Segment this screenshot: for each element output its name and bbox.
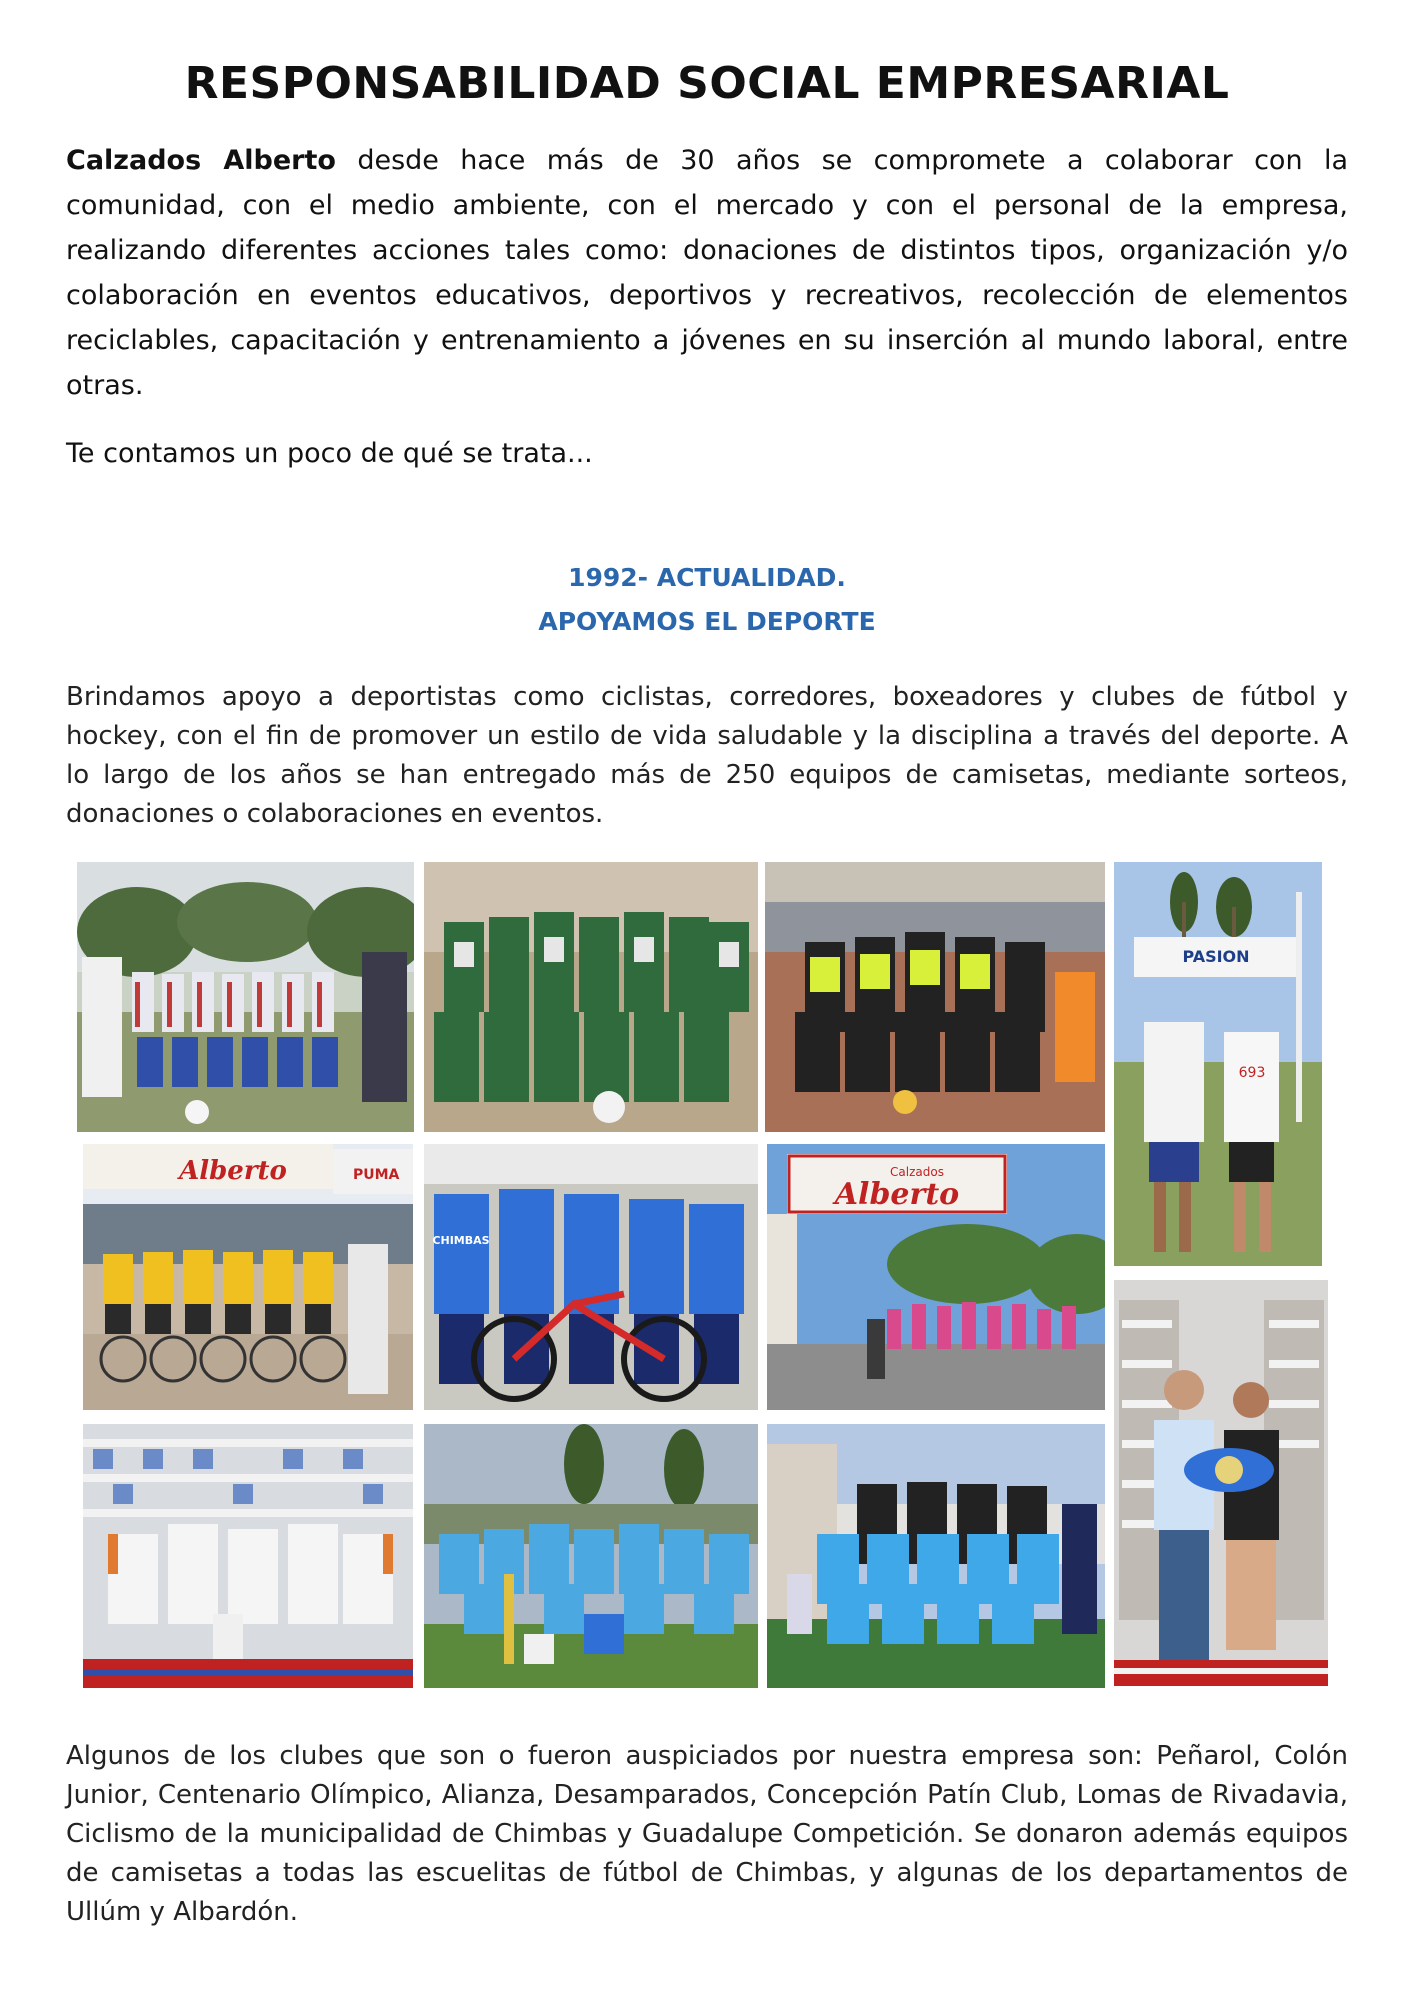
teaser-text: Te contamos un poco de qué se trata... <box>66 438 593 469</box>
photo-kids-football-team <box>77 862 414 1132</box>
race-banner-text: PASION <box>1182 947 1250 966</box>
section-period: 1992- ACTUALIDAD. <box>568 563 846 592</box>
section-heading <box>0 556 1414 644</box>
storefront-sign-text: Alberto <box>179 1156 287 1186</box>
photo-cyclists-storefront <box>83 1144 413 1410</box>
photo-runners-race <box>1114 862 1322 1266</box>
race-sign-text: Alberto <box>834 1177 960 1212</box>
runner-bib-number: 693 <box>1238 1065 1266 1081</box>
brand-sign-text: PUMA <box>353 1167 400 1183</box>
photo-women-store-jerseys <box>83 1424 413 1688</box>
support-paragraph: Brindamos apoyo a deportistas como ciclistas, corredores, boxeadores y clubes de fútbol y hockey, con el fin de promover un estilo de vida saludable y la disciplina a través del deporte. A lo largo de los años se han entregado más de 250 equipos de camisetas, mediante sorteos, donaciones o colaboraciones en eventos. <box>66 682 1348 829</box>
intro-text: desde hace más de 30 años se compromete a colaborar con la comunidad, con el medio ambiente, con el mercado y con el personal de la empresa, realizando diferentes acciones tales como: donaciones de distintos tipos, organización y/o colaboración en eventos educativos, deportivos y recreativos, recolección de elementos reciclables, capacitación y entrenamiento a jóvenes en su inserción al mundo laboral, entre otras. <box>66 145 1348 401</box>
page-title: RESPONSABILIDAD SOCIAL EMPRESARIAL <box>184 58 1230 109</box>
intro-paragraph <box>66 138 1348 408</box>
photo-womens-futsal-team <box>765 862 1105 1132</box>
company-name: Calzados Alberto <box>66 145 336 176</box>
race-sign-small: Calzados <box>890 1165 944 1179</box>
cycling-jersey-text: CHIMBAS <box>432 1234 490 1247</box>
photo-team-trophies <box>424 1424 758 1688</box>
photo-womens-run-event <box>767 1144 1105 1410</box>
photo-boxer-belt-store <box>1114 1280 1328 1686</box>
photo-green-jersey-team <box>424 862 758 1132</box>
section-title: APOYAMOS EL DEPORTE <box>538 607 876 636</box>
photo-cycling-team-bike <box>424 1144 758 1410</box>
photo-womens-team-field <box>767 1424 1105 1688</box>
clubs-paragraph: Algunos de los clubes que son o fueron auspiciados por nuestra empresa son: Peñarol, Colón Junior, Centenario Olímpico, Alianza, Desamparados, Concepción Patín Club, Lomas de Rivadavia, Ciclismo de la municipalidad de Chimbas y Guadalupe Competición. Se donaron además equipos de camisetas a todas las escuelitas de fútbol de Chimbas, y algunas de los departamentos de Ullúm y Albardón. <box>66 1741 1348 1927</box>
